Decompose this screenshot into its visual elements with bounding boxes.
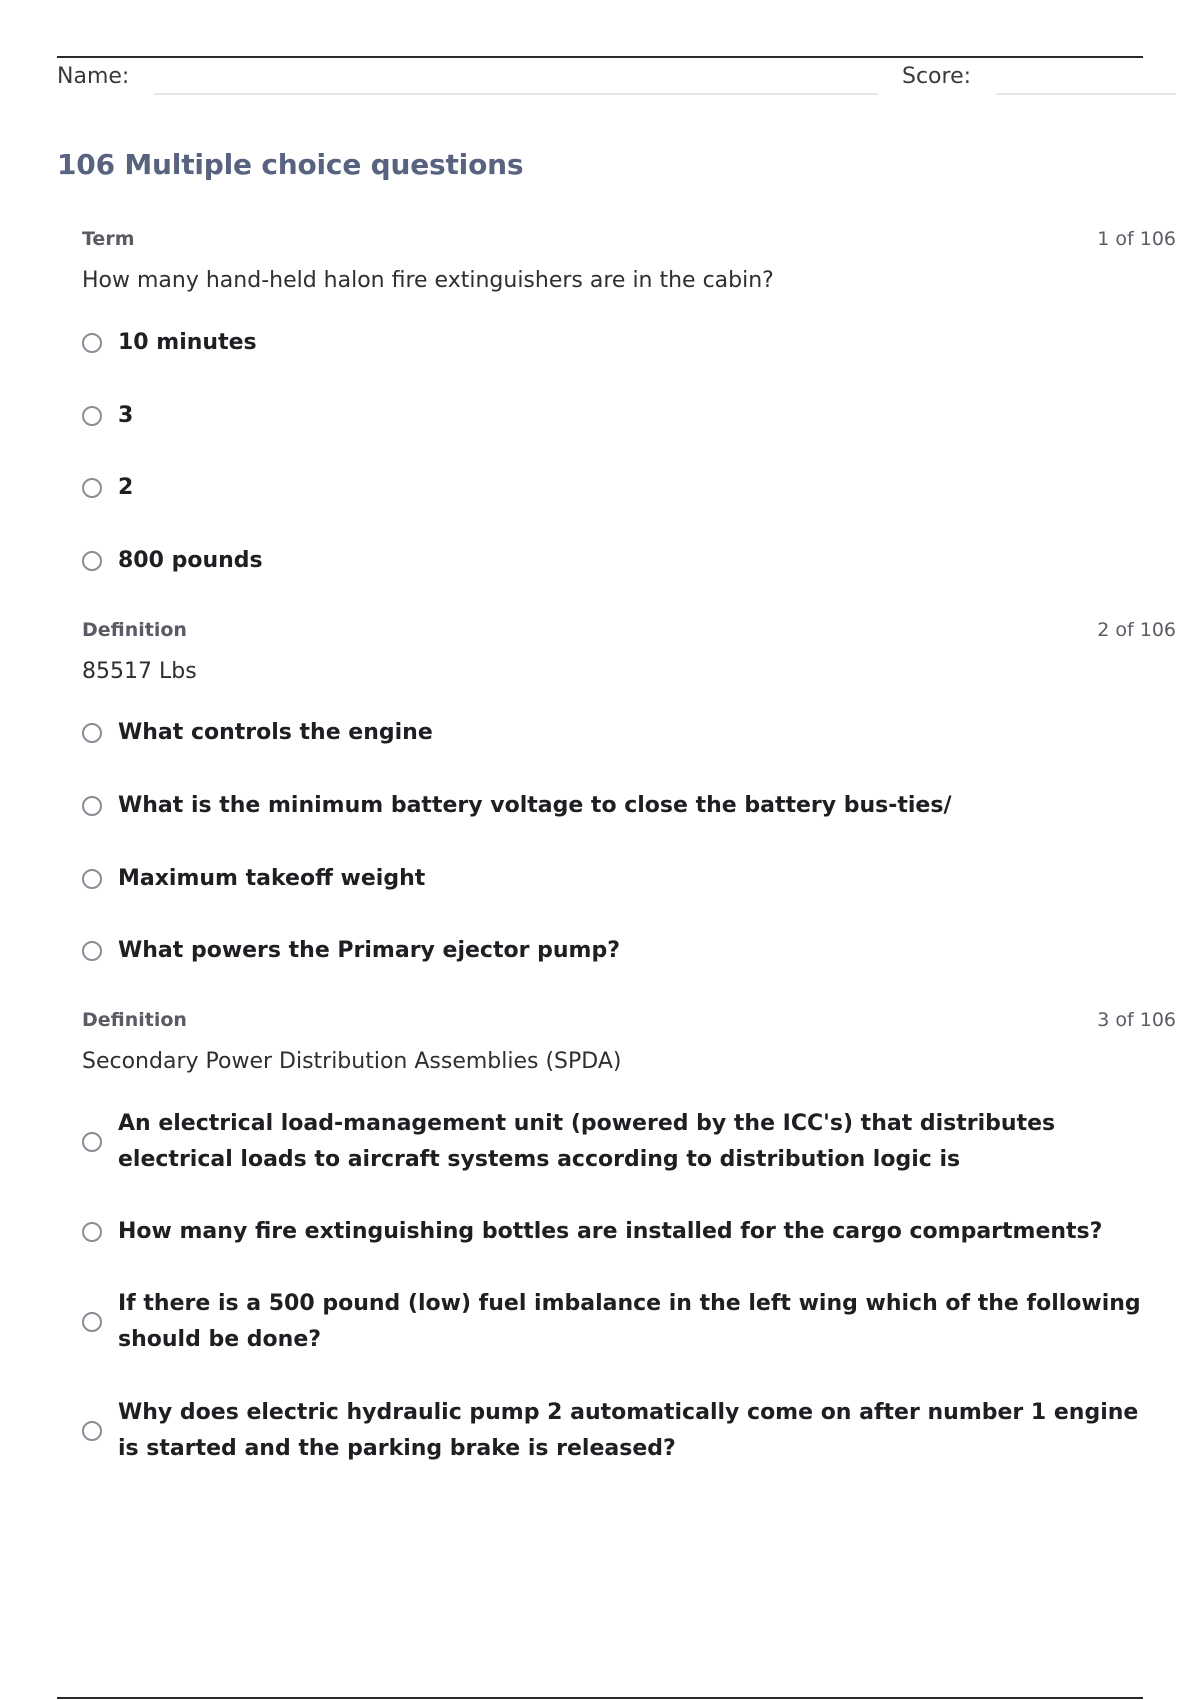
option-label: An electrical load-management unit (powered by the ICC's) that distributes electrical loads to aircraft systems according to distribution logic is xyxy=(118,1111,1056,1172)
radio-button[interactable] xyxy=(82,723,102,743)
radio-button[interactable] xyxy=(82,406,102,426)
answer-option[interactable] xyxy=(82,543,1176,579)
question-2 xyxy=(82,619,1176,969)
option-label: Maximum takeoff weight xyxy=(118,866,426,891)
radio-button[interactable] xyxy=(82,551,102,571)
answer-option[interactable] xyxy=(82,715,1176,751)
answer-option[interactable] xyxy=(82,1214,1176,1250)
question-prompt: 85517 Lbs xyxy=(82,659,197,684)
answer-option[interactable] xyxy=(82,1395,1176,1467)
name-field[interactable] xyxy=(154,93,878,95)
radio-button[interactable] xyxy=(82,869,102,889)
option-label: 3 xyxy=(118,403,134,428)
question-kind: Term xyxy=(82,228,135,250)
radio-button[interactable] xyxy=(82,1312,102,1332)
question-prompt: Secondary Power Distribution Assemblies (SPDA) xyxy=(82,1049,622,1074)
question-prompt: How many hand-held halon fire extinguishers are in the cabin? xyxy=(82,268,774,293)
radio-button[interactable] xyxy=(82,333,102,353)
radio-button[interactable] xyxy=(82,1421,102,1441)
option-label: What is the minimum battery voltage to close the battery bus-ties/ xyxy=(118,793,952,818)
answer-option[interactable] xyxy=(82,398,1176,434)
radio-button[interactable] xyxy=(82,1132,102,1152)
name-label: Name: xyxy=(57,64,130,89)
radio-button[interactable] xyxy=(82,941,102,961)
option-label: 800 pounds xyxy=(118,548,263,573)
answer-option[interactable] xyxy=(82,470,1176,506)
score-field[interactable] xyxy=(996,93,1176,95)
question-counter: 2 of 106 xyxy=(1097,619,1176,641)
answer-option[interactable] xyxy=(82,933,1176,969)
radio-button[interactable] xyxy=(82,1222,102,1242)
option-label: What powers the Primary ejector pump? xyxy=(118,938,620,963)
question-1 xyxy=(82,228,1176,578)
top-divider xyxy=(57,56,1143,58)
option-label: 10 minutes xyxy=(118,330,257,355)
option-label: 2 xyxy=(118,475,134,500)
question-3 xyxy=(82,1009,1176,1489)
radio-button[interactable] xyxy=(82,796,102,816)
question-counter: 3 of 106 xyxy=(1097,1009,1176,1031)
answer-option[interactable] xyxy=(82,1106,1176,1178)
bottom-divider xyxy=(57,1697,1143,1699)
answer-option[interactable] xyxy=(82,861,1176,897)
option-label: Why does electric hydraulic pump 2 automatically come on after number 1 engine is started and the parking brake is released? xyxy=(118,1400,1139,1461)
section-title: 106 Multiple choice questions xyxy=(57,148,524,181)
question-kind: Definition xyxy=(82,619,187,641)
radio-button[interactable] xyxy=(82,478,102,498)
answer-option[interactable] xyxy=(82,788,1176,824)
answer-option[interactable] xyxy=(82,325,1176,361)
question-counter: 1 of 106 xyxy=(1097,228,1176,250)
option-label: What controls the engine xyxy=(118,720,433,745)
question-kind: Definition xyxy=(82,1009,187,1031)
score-label: Score: xyxy=(902,64,972,89)
option-label: If there is a 500 pound (low) fuel imbalance in the left wing which of the following should be done? xyxy=(118,1291,1141,1352)
answer-option[interactable] xyxy=(82,1286,1176,1358)
option-label: How many fire extinguishing bottles are installed for the cargo compartments? xyxy=(118,1219,1103,1244)
